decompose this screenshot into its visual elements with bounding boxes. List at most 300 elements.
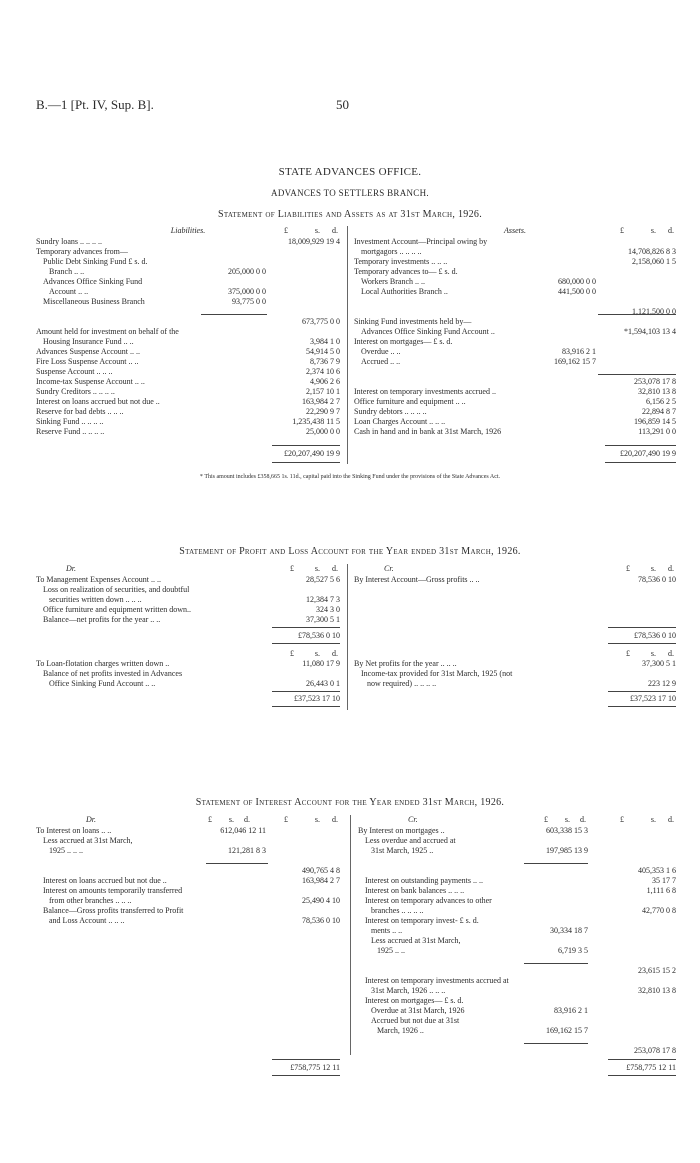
s2-left-total-a: £78,536 0 10 xyxy=(298,631,340,640)
s3-left-total: £758,775 12 11 xyxy=(290,1063,340,1072)
ledger-row-label: branches .. .. .. .. xyxy=(371,906,424,915)
s2-left-double-a xyxy=(272,643,340,644)
ledger-row xyxy=(358,1006,676,1016)
ledger-row xyxy=(36,317,340,327)
ledger-row xyxy=(36,427,340,437)
ledger-row xyxy=(358,916,676,926)
s3-right-double-rule xyxy=(608,1075,676,1076)
page-header xyxy=(36,97,676,117)
ledger-row-inner-amount: 121,281 8 3 xyxy=(228,846,266,855)
ledger-row xyxy=(36,347,340,357)
ledger-row xyxy=(36,257,340,267)
s2-right-column-a xyxy=(354,575,676,585)
ledger-row xyxy=(358,866,676,876)
s2-left-pence-b: d. xyxy=(332,649,338,658)
ledger-row-inner-amount: 83,916 2 1 xyxy=(554,1006,588,1015)
ledger-row xyxy=(358,1016,676,1026)
s1-right-total-rule xyxy=(605,445,676,446)
ledger-row xyxy=(358,966,676,976)
ledger-row xyxy=(358,856,676,866)
ledger-row-amount: 42,770 0 8 xyxy=(642,906,676,915)
ledger-row xyxy=(36,916,340,926)
ledger-row xyxy=(354,297,676,307)
s2-right-pounds-b: £ xyxy=(626,649,630,658)
ledger-row-label: Reserve for bad debts .. .. .. xyxy=(36,407,124,416)
ledger-row-label: Interest on loans accrued but not due .. xyxy=(36,397,160,406)
ledger-row xyxy=(358,836,676,846)
s2-left-shillings: s. xyxy=(314,564,320,573)
ledger-row-amount: 405,353 1 6 xyxy=(638,866,676,875)
s1-left-total: £20,207,490 19 9 xyxy=(284,449,340,458)
ledger-row-label: To Loan-flotation charges written down .. xyxy=(36,659,170,668)
ledger-row-label: Interest on bank balances .. .. .. xyxy=(365,886,465,895)
ledger-row xyxy=(354,247,676,257)
s1-left-total-rule xyxy=(272,445,340,446)
ledger-row-label: Advances Office Sinking Fund Account .. xyxy=(361,327,495,336)
ledger-row-inner-amount: 441,500 0 0 xyxy=(558,287,596,296)
ledger-row xyxy=(358,1036,676,1046)
s2-right-total-a: £78,536 0 10 xyxy=(634,631,676,640)
s2-left-pounds: £ xyxy=(290,564,294,573)
ledger-row xyxy=(36,367,340,377)
ledger-row-inner-amount: 680,000 0 0 xyxy=(558,277,596,286)
s3-left-pounds-a: £ xyxy=(208,815,212,824)
s3-right-pence-a: d. xyxy=(580,815,586,824)
s1-right-shillings: s. xyxy=(650,226,656,235)
ledger-row-label: Interest on temporary advances to other xyxy=(365,896,492,905)
ledger-row-label: Loan Charges Account .. .. .. xyxy=(354,417,446,426)
s2-right-shillings-b: s. xyxy=(650,649,656,658)
ledger-row xyxy=(358,876,676,886)
s3-right-pence-b: d. xyxy=(668,815,674,824)
ledger-row xyxy=(36,267,340,277)
ledger-row xyxy=(36,585,340,595)
s2-right-header xyxy=(354,564,676,574)
document-reference: B.—1 [Pt. IV, Sup. B]. xyxy=(36,97,154,112)
s3-right-subrule-1 xyxy=(524,863,588,864)
ledger-row-label: Balance—net profits for the year .. .. xyxy=(43,615,161,624)
ledger-row-inner-amount: 169,162 15 7 xyxy=(546,1026,588,1035)
ledger-row-inner-amount: 205,000 0 0 xyxy=(228,267,266,276)
s2-right-double-a xyxy=(608,643,676,644)
s3-statement xyxy=(36,815,676,1072)
ledger-row-amount: 113,291 0 0 xyxy=(638,427,676,436)
s3-left-head: Dr. xyxy=(86,815,97,824)
ledger-row-amount: 1,235,438 11 5 xyxy=(292,417,340,426)
ledger-row xyxy=(36,575,340,585)
ledger-row xyxy=(36,387,340,397)
s2-left-column-a xyxy=(36,575,340,625)
ledger-row-label: Fire Loss Suspense Account .. .. xyxy=(36,357,139,366)
ledger-row xyxy=(36,287,340,297)
ledger-row xyxy=(354,347,676,357)
ledger-row-label: Interest on outstanding payments .. .. xyxy=(365,876,483,885)
ledger-row-amount: 1,111 6 8 xyxy=(646,886,676,895)
ledger-row-amount: 2,157 10 1 xyxy=(306,387,340,396)
ledger-row-amount: 78,536 0 10 xyxy=(638,575,676,584)
ledger-row-label: Accrued but not due at 31st xyxy=(371,1016,460,1025)
ledger-row xyxy=(36,876,340,886)
s2-right-pence: d. xyxy=(668,564,674,573)
ledger-row-amount: 4,906 2 6 xyxy=(310,377,340,386)
ledger-row xyxy=(36,826,340,836)
ledger-row-label: Advances Suspense Account .. .. xyxy=(36,347,140,356)
s1-right-header xyxy=(354,226,676,236)
s3-left-subrule xyxy=(206,863,268,864)
ledger-row-inner-amount: 83,916 2 1 xyxy=(562,347,596,356)
ledger-row xyxy=(354,327,676,337)
ledger-row-amount: 23,615 15 2 xyxy=(638,966,676,975)
ledger-row-amount: 12,384 7 3 xyxy=(306,595,340,604)
ledger-row-label: securities written down .. .. .. xyxy=(49,595,142,604)
ledger-row-label: 31st March, 1926 .. .. .. xyxy=(371,986,446,995)
ledger-row xyxy=(36,846,340,856)
ledger-row-label: Cash in hand and in bank at 31st March, 1926 xyxy=(354,427,502,436)
ledger-row-amount: 25,000 0 0 xyxy=(306,427,340,436)
ledger-row-label: Public Debt Sinking Fund £ s. d. xyxy=(43,257,148,266)
ledger-row xyxy=(354,575,676,585)
s2-left-pence: d. xyxy=(332,564,338,573)
s3-right-subrule-2 xyxy=(524,963,588,964)
ledger-row-amount: 673,775 0 0 xyxy=(302,317,340,326)
s2-right-header-b xyxy=(354,649,676,659)
ledger-row-label: Balance of net profits invested in Advances xyxy=(43,669,183,678)
ledger-row-inner-amount: 197,985 13 9 xyxy=(546,846,588,855)
s3-right-header xyxy=(358,815,676,825)
s3-divider xyxy=(350,815,351,1055)
ledger-row-label: By Interest on mortgages .. xyxy=(358,826,445,835)
s1-right-head: Assets. xyxy=(504,226,526,235)
ledger-row xyxy=(358,906,676,916)
ledger-row xyxy=(358,986,676,996)
s3-left-shillings-b: s. xyxy=(314,815,320,824)
ledger-row-label: Overdue at 31st March, 1926 xyxy=(371,1006,465,1015)
ledger-row xyxy=(358,996,676,1006)
ledger-row-amount: 35 17 7 xyxy=(652,876,676,885)
ledger-row-label: 31st March, 1925 .. xyxy=(371,846,434,855)
ledger-row xyxy=(36,605,340,615)
s1-left-header xyxy=(36,226,340,236)
ledger-row-amount: 37,300 5 1 xyxy=(306,615,340,624)
s1-right-subrule-1 xyxy=(598,314,676,315)
s3-right-total: £758,775 12 11 xyxy=(626,1063,676,1072)
ledger-row-label: Account .. .. xyxy=(49,287,89,296)
s1-right-subrule-2 xyxy=(598,374,676,375)
ledger-row-label: By Interest Account—Gross profits .. .. xyxy=(354,575,480,584)
ledger-row xyxy=(36,277,340,287)
ledger-row xyxy=(354,237,676,247)
ledger-row xyxy=(36,669,340,679)
s3-right-pounds-a: £ xyxy=(544,815,548,824)
ledger-row xyxy=(358,946,676,956)
ledger-row xyxy=(354,257,676,267)
ledger-row-label: now required) .. .. .. .. xyxy=(367,679,437,688)
ledger-row-amount: 32,810 13 8 xyxy=(638,387,676,396)
s3-left-header xyxy=(36,815,340,825)
ledger-row xyxy=(358,826,676,836)
ledger-row-amount: 22,894 8 7 xyxy=(642,407,676,416)
ledger-row xyxy=(354,357,676,367)
ledger-row xyxy=(36,377,340,387)
ledger-row-amount: 2,158,060 1 5 xyxy=(632,257,676,266)
ledger-row-label: Interest on temporary investments accrued at xyxy=(365,976,509,985)
s2-right-shillings: s. xyxy=(650,564,656,573)
ledger-row xyxy=(36,357,340,367)
ledger-row-inner-amount: 612,046 12 11 xyxy=(220,826,266,835)
s2-left-column-b xyxy=(36,659,340,689)
s3-right-pounds-b: £ xyxy=(620,815,624,824)
s2-right-pence-b: d. xyxy=(668,649,674,658)
ledger-row xyxy=(354,307,676,317)
s3-right-total-rule xyxy=(608,1059,676,1060)
ledger-row xyxy=(36,297,340,307)
ledger-row-inner-amount: 6,719 3 5 xyxy=(558,946,588,955)
ledger-row xyxy=(354,417,676,427)
ledger-row-label: Overdue .. .. xyxy=(361,347,401,356)
ledger-row-label: Branch .. .. xyxy=(49,267,85,276)
ledger-row-label: Investment Account—Principal owing by xyxy=(354,237,488,246)
s2-right-head: Cr. xyxy=(384,564,394,573)
s2-right-pounds: £ xyxy=(626,564,630,573)
ledger-row-amount: 37,300 5 1 xyxy=(642,659,676,668)
ledger-row-label: Advances Office Sinking Fund xyxy=(43,277,143,286)
page-number: 50 xyxy=(336,97,349,112)
s1-footnote: * This amount includes £358,665 1s. 11d., capital paid into the Sinking Fund under the provisions of the State Advances Act. xyxy=(199,474,501,480)
ledger-row-amount: 25,490 4 10 xyxy=(302,896,340,905)
s1-left-double-rule xyxy=(272,462,340,463)
ledger-row xyxy=(358,936,676,946)
ledger-row-label: Temporary advances to— £ s. d. xyxy=(354,267,458,276)
ledger-row-label: Office Sinking Fund Account .. .. xyxy=(49,679,156,688)
ledger-row xyxy=(354,397,676,407)
ledger-row xyxy=(36,906,340,916)
s2-right-total-b: £37,523 17 10 xyxy=(630,694,676,703)
s1-right-double-rule xyxy=(605,462,676,463)
ledger-row-label: Less overdue and accrued at xyxy=(365,836,456,845)
ledger-row-label: ments .. .. xyxy=(371,926,403,935)
ledger-row-label: Income-tax provided for 31st March, 1925 (not xyxy=(361,669,513,678)
s3-left-shillings-a: s. xyxy=(228,815,234,824)
ledger-row xyxy=(358,1026,676,1036)
ledger-row xyxy=(36,237,340,247)
s3-left-double-rule xyxy=(272,1075,340,1076)
ledger-row-label: March, 1926 .. xyxy=(377,1026,424,1035)
ledger-row-label: Interest on temporary investments accrued .. xyxy=(354,387,496,396)
s1-right-total: £20,207,490 19 9 xyxy=(620,449,676,458)
s1-right-column xyxy=(354,237,676,437)
ledger-row xyxy=(358,976,676,986)
ledger-row xyxy=(358,1046,676,1056)
ledger-row-amount: 1,121,500 0 0 xyxy=(632,307,676,316)
s2-left-head: Dr. xyxy=(66,564,77,573)
ledger-row xyxy=(354,377,676,387)
ledger-row xyxy=(36,615,340,625)
s2-right-column-b xyxy=(354,659,676,689)
ledger-row-amount: 6,156 2 5 xyxy=(646,397,676,406)
s1-left-head: Liabilities. xyxy=(170,226,206,235)
ledger-row-amount: 163,984 2 7 xyxy=(302,876,340,885)
ledger-row-label: To Interest on loans .. .. xyxy=(36,826,112,835)
s1-statement xyxy=(36,226,676,486)
ledger-row-label: Temporary investments .. .. .. xyxy=(354,257,448,266)
ledger-row-amount: 253,078 17 8 xyxy=(634,1046,676,1055)
s3-right-shillings-a: s. xyxy=(564,815,570,824)
ledger-row-amount: 253,078 17 8 xyxy=(634,377,676,386)
ledger-row-inner-amount: 169,162 15 7 xyxy=(554,357,596,366)
s2-divider xyxy=(347,564,348,710)
ledger-row xyxy=(358,956,676,966)
s3-right-head: Cr. xyxy=(408,815,418,824)
ledger-row-amount: 223 12 9 xyxy=(648,679,676,688)
s1-right-pounds: £ xyxy=(620,226,624,235)
ledger-row-amount: 26,443 0 1 xyxy=(306,679,340,688)
ledger-row-label: Sinking Fund .. .. .. .. xyxy=(36,417,104,426)
ledger-row-amount: 54,914 5 0 xyxy=(306,347,340,356)
ledger-row-label: Reserve Fund .. .. .. .. xyxy=(36,427,105,436)
s3-right-shillings-b: s. xyxy=(650,815,656,824)
s3-right-subrule-3 xyxy=(524,1043,588,1044)
ledger-row xyxy=(36,896,340,906)
ledger-row-label: Interest on mortgages— £ s. d. xyxy=(354,337,453,346)
ledger-row xyxy=(354,387,676,397)
ledger-row xyxy=(358,886,676,896)
ledger-row-inner-amount: 603,338 15 3 xyxy=(546,826,588,835)
ledger-row-label: Sundry Creditors .. .. .. .. xyxy=(36,387,115,396)
ledger-row xyxy=(36,886,340,896)
ledger-row-label: Local Authorities Branch .. xyxy=(361,287,448,296)
ledger-row-inner-amount: 30,334 18 7 xyxy=(550,926,588,935)
ledger-row-label: Sundry debtors .. .. .. .. xyxy=(354,407,427,416)
s2-left-shillings-b: s. xyxy=(314,649,320,658)
ledger-row-label: Income-tax Suspense Account .. .. xyxy=(36,377,145,386)
ledger-row xyxy=(358,846,676,856)
ledger-row-label: Office furniture and equipment written down.. xyxy=(43,605,192,614)
s2-title: Statement of Profit and Loss Account for the Year ended 31st March, 1926. xyxy=(179,546,521,557)
ledger-row-label: from other branches .. .. .. xyxy=(49,896,132,905)
s1-left-pounds: £ xyxy=(284,226,288,235)
ledger-row-amount: 18,009,929 19 4 xyxy=(288,237,340,246)
ledger-row xyxy=(354,267,676,277)
ledger-row-label: and Loss Account .. .. .. xyxy=(49,916,125,925)
ledger-row-label: Suspense Account .. .. .. xyxy=(36,367,113,376)
ledger-row-label: Less accrued at 31st March, xyxy=(43,836,133,845)
s3-left-total-rule xyxy=(272,1059,340,1060)
branch-title: ADVANCES TO SETTLERS BRANCH. xyxy=(271,188,429,198)
ledger-row xyxy=(36,417,340,427)
ledger-row-label: Sinking Fund investments held by— xyxy=(354,317,472,326)
ledger-row xyxy=(354,367,676,377)
s2-left-rule-a xyxy=(272,627,340,628)
ledger-row-label: Temporary advances from— xyxy=(36,247,128,256)
ledger-row xyxy=(36,397,340,407)
ledger-row xyxy=(354,277,676,287)
s1-left-column xyxy=(36,237,340,437)
ledger-row-label: Interest on mortgages— £ s. d. xyxy=(365,996,464,1005)
ledger-row xyxy=(354,659,676,669)
ledger-row xyxy=(36,307,340,317)
ledger-row-amount: 11,080 17 9 xyxy=(302,659,340,668)
ledger-row xyxy=(36,866,340,876)
ledger-row-amount: 14,708,826 8 3 xyxy=(628,247,676,256)
ledger-row xyxy=(36,659,340,669)
s2-left-rule-b xyxy=(272,691,340,692)
ledger-row xyxy=(358,926,676,936)
ledger-row-label: mortgagors .. .. .. .. xyxy=(361,247,422,256)
ledger-row xyxy=(36,337,340,347)
s1-right-pence: d. xyxy=(668,226,674,235)
s2-left-pounds-b: £ xyxy=(290,649,294,658)
office-title: STATE ADVANCES OFFICE. xyxy=(278,166,422,178)
ledger-row-amount: 22,290 9 7 xyxy=(306,407,340,416)
ledger-row-label: 1925 .. .. xyxy=(377,946,405,955)
s2-right-rule-b xyxy=(608,691,676,692)
ledger-row-amount: 324 3 0 xyxy=(316,605,340,614)
ledger-row-amount: *1,594,103 13 4 xyxy=(624,327,676,336)
ledger-row-amount: 196,859 14 5 xyxy=(634,417,676,426)
ledger-row xyxy=(36,327,340,337)
s2-left-header xyxy=(36,564,340,574)
s3-left-pounds-b: £ xyxy=(284,815,288,824)
s2-statement xyxy=(36,564,676,764)
ledger-row-amount: 163,984 2 7 xyxy=(302,397,340,406)
ledger-row-label: Interest on amounts temporarily transferred xyxy=(43,886,183,895)
ledger-row xyxy=(36,836,340,846)
s2-left-total-b: £37,523 17 10 xyxy=(294,694,340,703)
s2-right-rule-a xyxy=(608,627,676,628)
s2-left-header-b xyxy=(36,649,340,659)
ledger-row-label: Accrued .. .. xyxy=(361,357,401,366)
s3-left-column xyxy=(36,826,340,926)
ledger-row-amount: 8,736 7 9 xyxy=(310,357,340,366)
ledger-row-inner-amount: 375,000 0 0 xyxy=(228,287,266,296)
ledger-row-label: Less accrued at 31st March, xyxy=(371,936,461,945)
s2-left-double-b xyxy=(272,706,340,707)
ledger-row xyxy=(36,595,340,605)
ledger-row xyxy=(354,427,676,437)
ledger-row xyxy=(358,896,676,906)
ledger-row-label: Interest on temporary invest- £ s. d. xyxy=(365,916,479,925)
ledger-row-label: Office furniture and equipment .. .. xyxy=(354,397,466,406)
ledger-row xyxy=(36,247,340,257)
ledger-row-label: Workers Branch .. .. xyxy=(361,277,426,286)
s3-left-pence-a: d. xyxy=(244,815,250,824)
ledger-row-label: By Net profits for the year .. .. .. xyxy=(354,659,457,668)
ledger-row xyxy=(36,679,340,689)
s2-right-double-b xyxy=(608,706,676,707)
s1-left-shillings: s. xyxy=(314,226,320,235)
ledger-row-label: Balance—Gross profits transferred to Profit xyxy=(43,906,184,915)
ledger-row xyxy=(354,337,676,347)
ledger-row-label: Miscellaneous Business Branch xyxy=(43,297,145,306)
s3-right-column xyxy=(358,826,676,1056)
ledger-row-amount: 3,984 1 0 xyxy=(310,337,340,346)
ledger-row-label: 1925 .. .. .. xyxy=(49,846,83,855)
ledger-row xyxy=(354,679,676,689)
ledger-row xyxy=(36,407,340,417)
ledger-row xyxy=(354,317,676,327)
ledger-row xyxy=(36,856,340,866)
ledger-row-label: Sundry loans .. .. .. .. xyxy=(36,237,102,246)
ledger-row-amount: 490,765 4 8 xyxy=(302,866,340,875)
ledger-row xyxy=(354,407,676,417)
ledger-row-inner-amount: 93,775 0 0 xyxy=(232,297,266,306)
s1-title: Statement of Liabilities and Assets as at 31st March, 1926. xyxy=(217,209,483,220)
s3-title: Statement of Interest Account for the Year ended 31st March, 1926. xyxy=(195,797,505,808)
ledger-row xyxy=(354,287,676,297)
s3-left-pence-b: d. xyxy=(332,815,338,824)
ledger-row-label: Amount held for investment on behalf of the xyxy=(36,327,179,336)
ledger-row-label: Housing Insurance Fund .. .. xyxy=(43,337,134,346)
